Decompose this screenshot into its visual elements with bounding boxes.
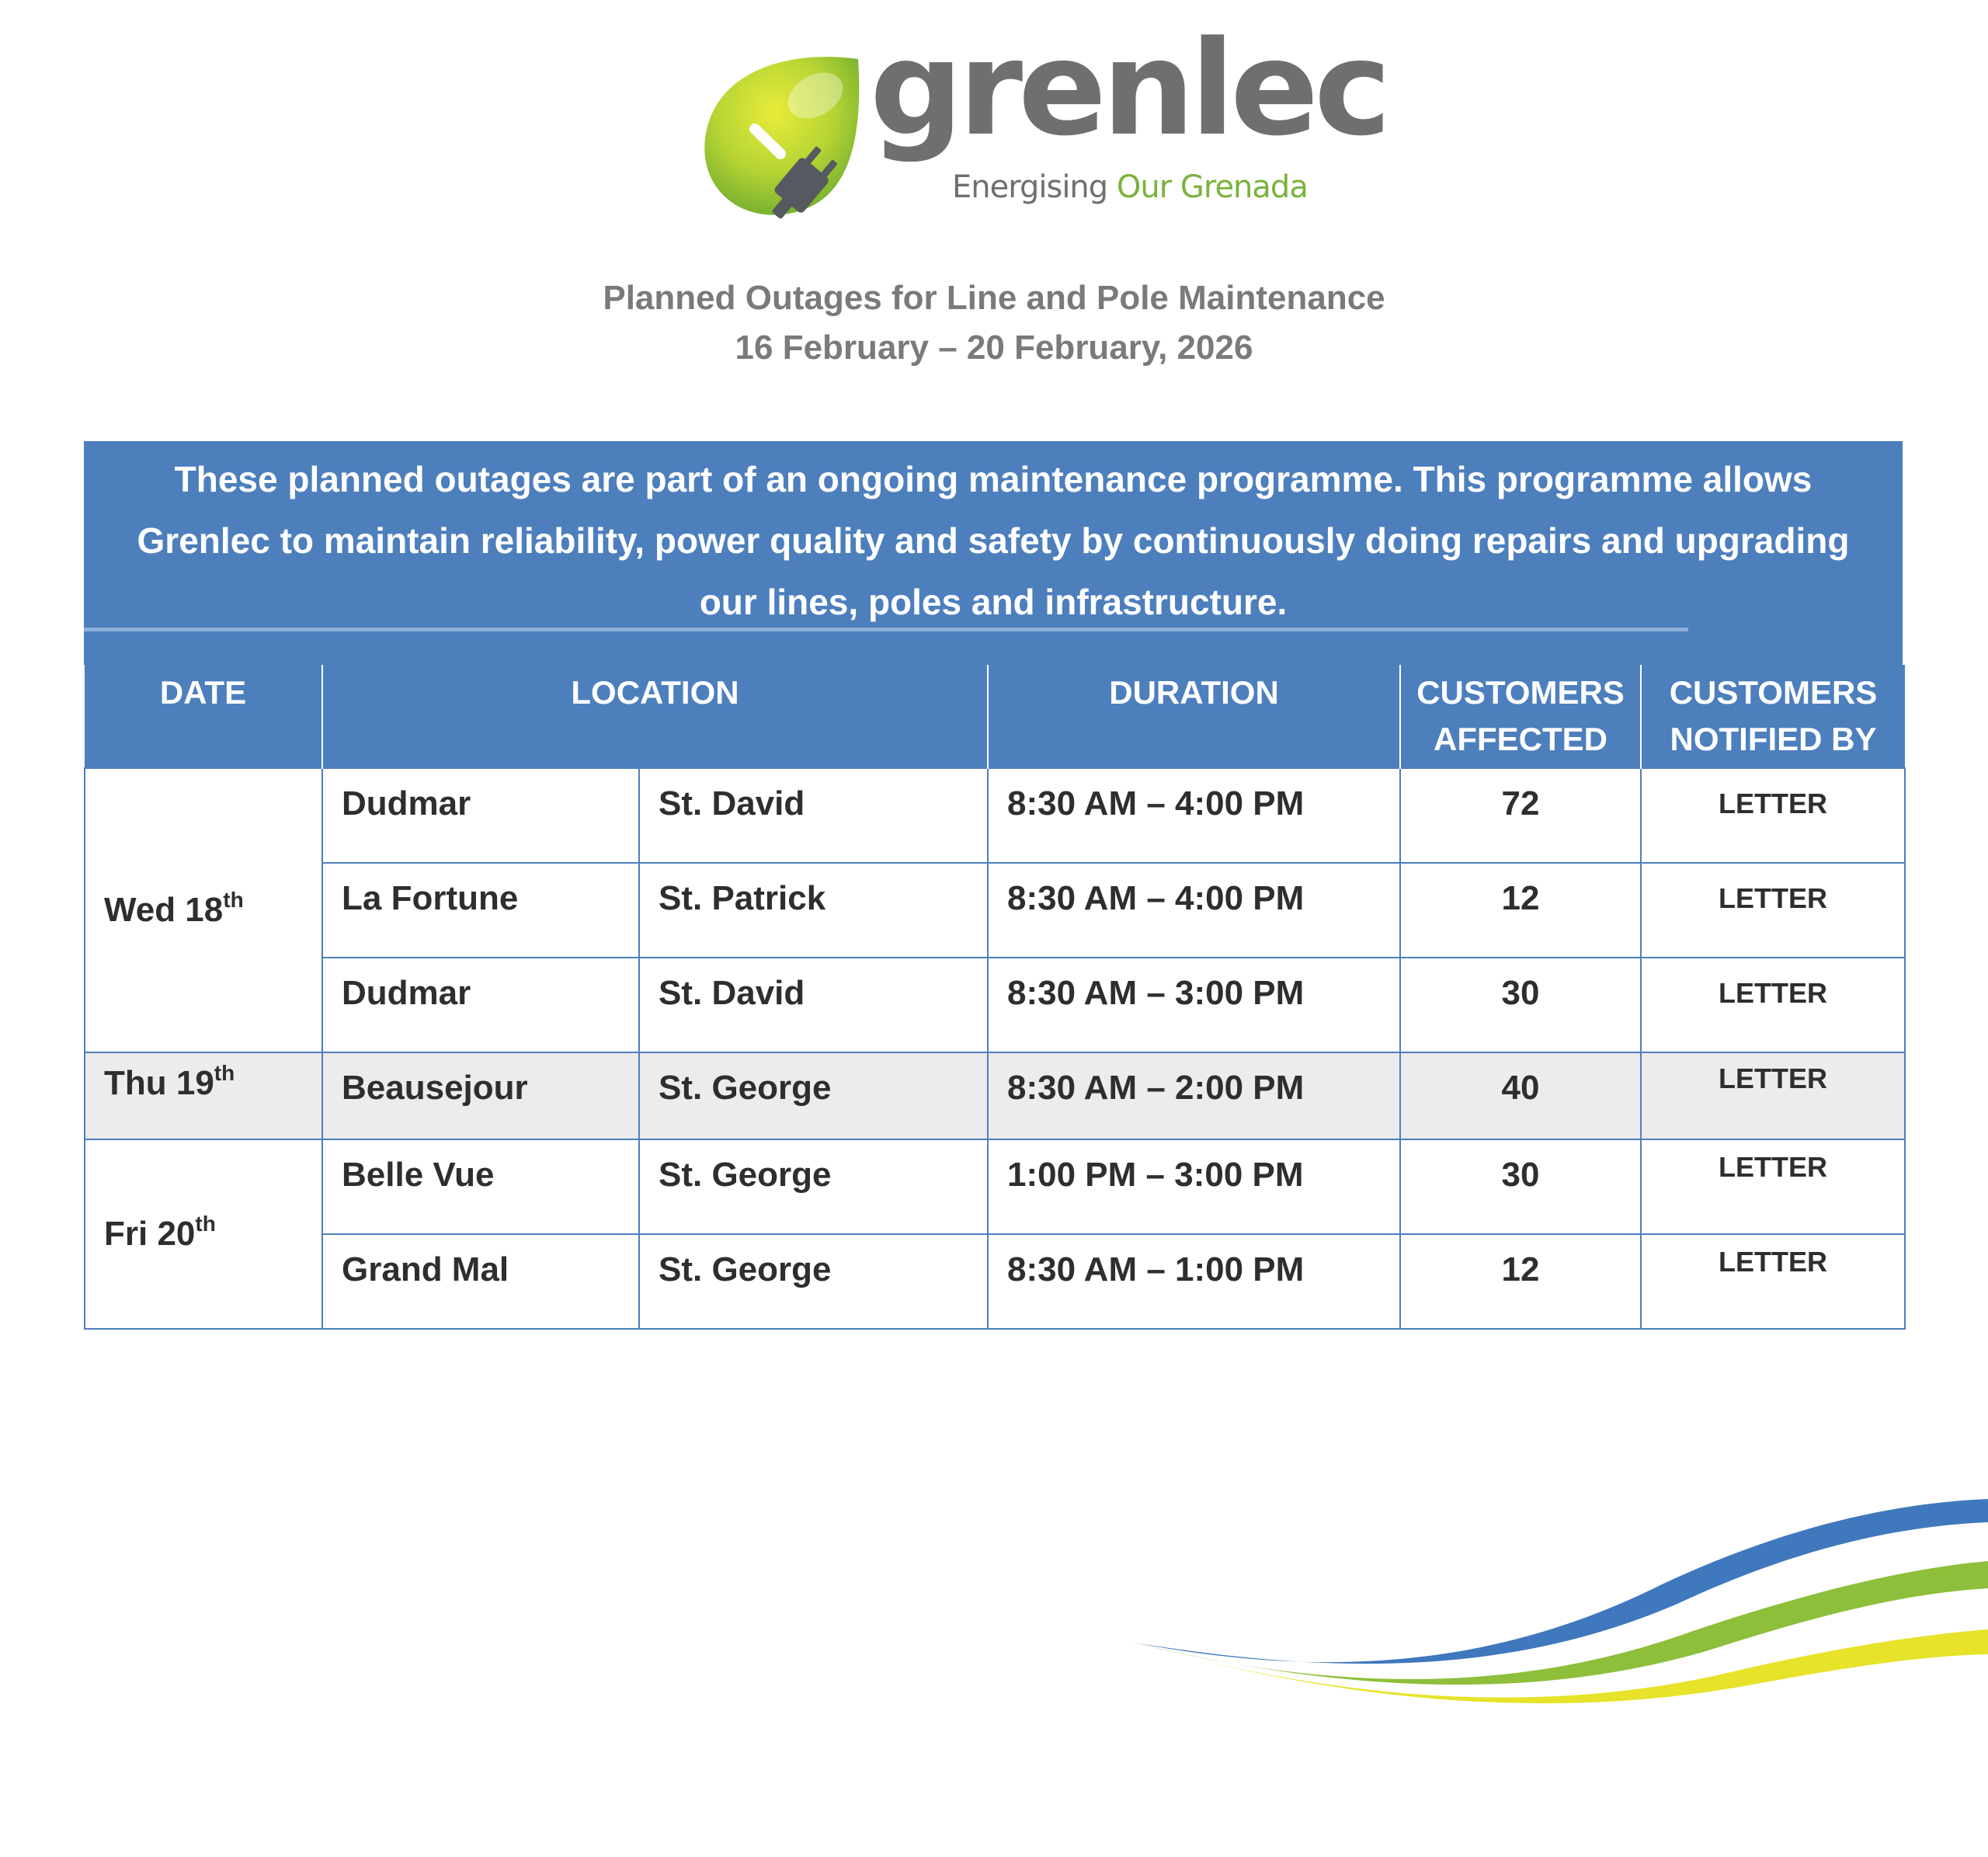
customers-cell: 40	[1400, 1052, 1641, 1139]
table-row	[85, 1234, 1905, 1329]
banner-text: These planned outages are part of an ongoing maintenance programme. This programme allows Grenlec to maintain reliability, power quality and safety by continuously doing repairs and upgrading our lines, poles and infrastructure.	[137, 459, 1850, 622]
notified-cell: LETTER	[1641, 1052, 1905, 1139]
leaf-plug-icon	[699, 53, 878, 224]
date-suffix: th	[195, 1212, 216, 1236]
page-title: Planned Outages for Line and Pole Maintenance	[603, 279, 1385, 317]
date-cell	[85, 1139, 322, 1329]
header-customers-affected-line1: CUSTOMERS	[1416, 674, 1625, 711]
customers-cell: 30	[1400, 1139, 1641, 1234]
table-row	[85, 1139, 1905, 1234]
parish-cell: St. George	[639, 1139, 988, 1234]
area-cell: La Fortune	[322, 863, 639, 958]
duration-cell: 8:30 AM – 1:00 PM	[988, 1234, 1400, 1329]
customers-cell: 72	[1400, 768, 1641, 863]
area-cell: Belle Vue	[322, 1139, 639, 1234]
duration-cell: 8:30 AM – 2:00 PM	[988, 1052, 1400, 1139]
notified-cell: LETTER	[1641, 1234, 1905, 1329]
page-heading	[0, 273, 1988, 373]
decorative-swoosh	[1118, 1445, 1988, 1709]
header-customers-affected	[1400, 665, 1641, 768]
logo-tagline-highlight: Our Grenada	[1116, 169, 1308, 205]
duration-cell: 8:30 AM – 4:00 PM	[988, 863, 1400, 958]
duration-cell: 1:00 PM – 3:00 PM	[988, 1139, 1400, 1234]
notified-cell: LETTER	[1641, 863, 1905, 958]
table-row	[85, 958, 1905, 1052]
table-row	[85, 1052, 1905, 1139]
logo-tagline	[952, 169, 1308, 205]
logo-wordmark: grenlec	[870, 12, 1387, 165]
parish-cell: St. Patrick	[639, 863, 988, 958]
info-banner	[84, 441, 1903, 665]
notified-cell: LETTER	[1641, 958, 1905, 1052]
header-duration: DURATION	[988, 665, 1400, 768]
duration-cell: 8:30 AM – 4:00 PM	[988, 768, 1400, 863]
customers-cell: 30	[1400, 958, 1641, 1052]
date-range: 16 February – 20 February, 2026	[735, 329, 1253, 367]
header-location: LOCATION	[322, 665, 988, 768]
grenlec-logo	[699, 12, 1387, 224]
parish-cell: St. George	[639, 1234, 988, 1329]
header-date: DATE	[85, 665, 322, 768]
area-cell: Dudmar	[322, 958, 639, 1052]
date-day: Wed 18	[104, 891, 224, 929]
area-cell: Dudmar	[322, 768, 639, 863]
date-cell	[85, 768, 322, 1052]
date-cell	[85, 1052, 322, 1139]
outage-schedule-table	[84, 665, 1906, 1330]
duration-cell: 8:30 AM – 3:00 PM	[988, 958, 1400, 1052]
customers-cell: 12	[1400, 863, 1641, 958]
banner-divider	[84, 628, 1688, 631]
parish-cell: St. David	[639, 768, 988, 863]
parish-cell: St. David	[639, 958, 988, 1052]
date-suffix: th	[214, 1061, 235, 1085]
table-row	[85, 863, 1905, 958]
date-day: Thu 19	[104, 1064, 214, 1102]
parish-cell: St. George	[639, 1052, 988, 1139]
table-row	[85, 768, 1905, 863]
area-cell: Grand Mal	[322, 1234, 639, 1329]
notified-cell: LETTER	[1641, 768, 1905, 863]
header-notified-by-line1: CUSTOMERS	[1669, 674, 1878, 711]
header-customers-affected-line2: AFFECTED	[1434, 721, 1608, 757]
header-notified-by-line2: NOTIFIED BY	[1670, 721, 1877, 757]
customers-cell: 12	[1400, 1234, 1641, 1329]
notified-cell: LETTER	[1641, 1139, 1905, 1234]
logo-tagline-start: Energising	[952, 169, 1117, 205]
date-suffix: th	[223, 888, 244, 912]
date-day: Fri 20	[104, 1215, 196, 1253]
area-cell: Beausejour	[322, 1052, 639, 1139]
header-notified-by	[1641, 665, 1905, 768]
table-header-row	[85, 665, 1905, 768]
